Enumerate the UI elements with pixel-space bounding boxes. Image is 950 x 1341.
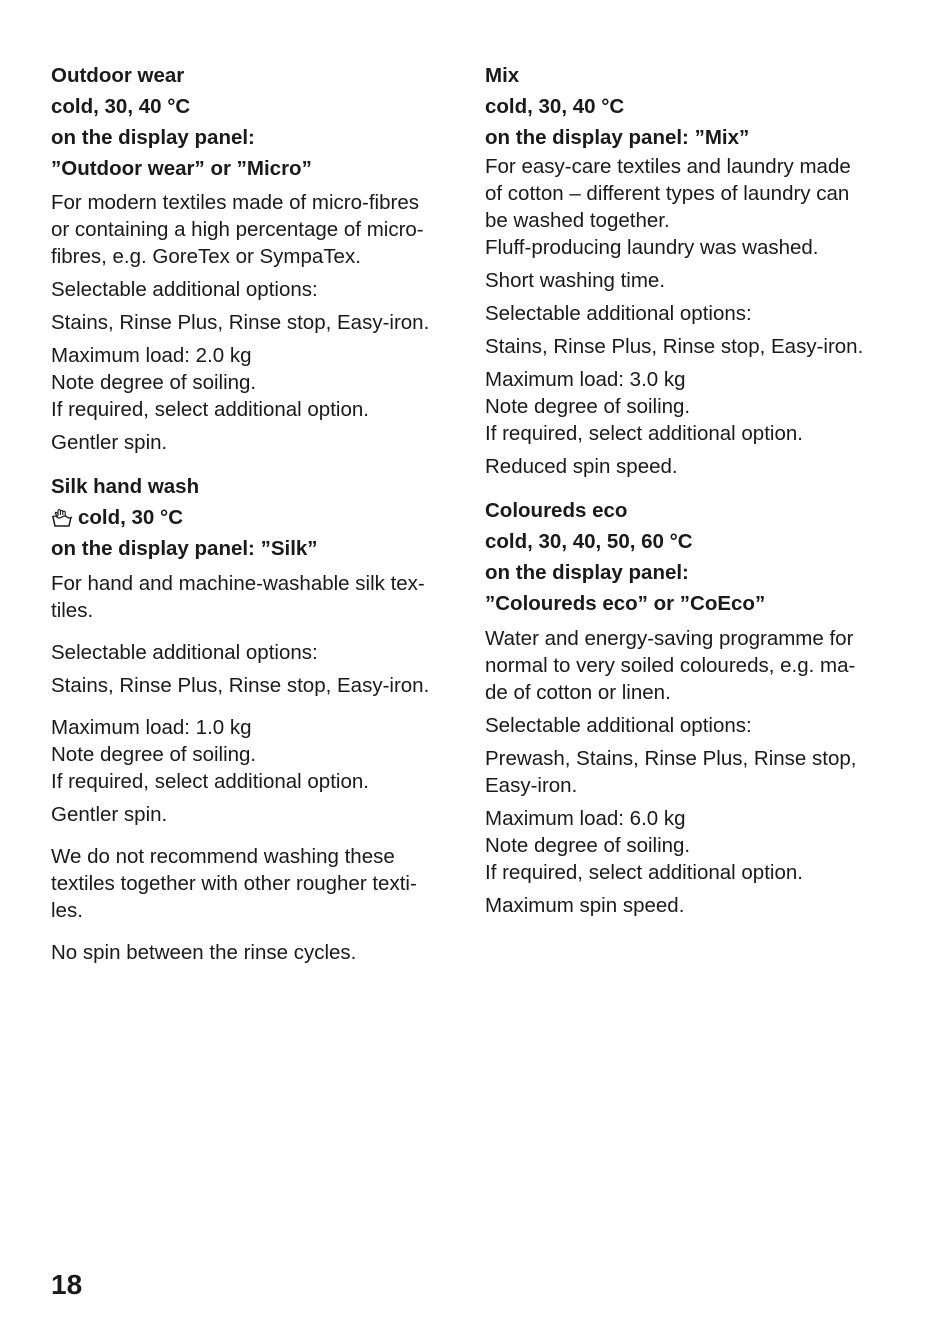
option-note: If required, select additional option. — [485, 861, 803, 884]
description-line: For modern textiles made of micro-fibres — [51, 191, 419, 214]
max-load: Maximum load: 2.0 kg — [51, 344, 252, 367]
programme-title: Coloureds eco — [485, 499, 628, 522]
description-line: Water and energy-saving programme for — [485, 627, 854, 650]
note-line: textiles together with other rougher texti- — [51, 872, 417, 895]
options-label: Selectable additional options: — [51, 278, 318, 301]
description-line: For easy-care textiles and laundry made — [485, 155, 851, 178]
soiling-note: Note degree of soiling. — [51, 743, 257, 766]
programme-title: Silk hand wash — [51, 475, 200, 498]
right-column — [485, 60, 895, 919]
options-list: Stains, Rinse Plus, Rinse stop, Easy-iron. — [51, 311, 430, 334]
description-line: of cotton – different types of laundry can — [485, 182, 850, 205]
description-line: or containing a high percentage of micro- — [51, 218, 424, 241]
programme-temperatures: cold, 30, 40 °C — [485, 95, 625, 118]
programme-description — [51, 189, 456, 270]
display-panel-value: on the display panel: ”Silk” — [51, 537, 318, 560]
programme-temperatures-row — [51, 502, 456, 533]
page-number: 18 — [51, 1269, 83, 1300]
load-info — [485, 805, 895, 886]
max-load: Maximum load: 3.0 kg — [485, 368, 686, 391]
soiling-note: Note degree of soiling. — [485, 395, 691, 418]
options-line: Prewash, Stains, Rinse Plus, Rinse stop, — [485, 747, 857, 770]
programme-description — [51, 570, 456, 624]
spin-info: Gentler spin. — [51, 803, 168, 826]
display-panel-label: on the display panel: — [51, 126, 255, 149]
options-label: Selectable additional options: — [485, 302, 752, 325]
spin-info: Reduced spin speed. — [485, 455, 678, 478]
description-line: fibres, e.g. GoreTex or SympaTex. — [51, 245, 361, 268]
mix-section — [485, 60, 895, 480]
programme-temperatures: cold, 30, 40, 50, 60 °C — [485, 530, 693, 553]
options-label: Selectable additional options: — [51, 641, 318, 664]
option-note: If required, select additional option. — [51, 770, 369, 793]
max-load: Maximum load: 1.0 kg — [51, 716, 252, 739]
options-line: Easy-iron. — [485, 774, 578, 797]
spin-info: Gentler spin. — [51, 431, 168, 454]
description-line: tiles. — [51, 599, 94, 622]
max-load: Maximum load: 6.0 kg — [485, 807, 686, 830]
temperature-text: cold, 30 °C — [78, 506, 184, 529]
options-list: Stains, Rinse Plus, Rinse stop, Easy-iron. — [485, 335, 864, 358]
outdoor-wear-section — [51, 60, 456, 456]
programme-title: Outdoor wear — [51, 64, 185, 87]
coloureds-eco-section — [485, 495, 895, 919]
spin-info: Maximum spin speed. — [485, 894, 685, 917]
load-info — [485, 366, 895, 447]
description-line: be washed together. — [485, 209, 670, 232]
description-line: For hand and machine-washable silk tex- — [51, 572, 425, 595]
option-note: If required, select additional option. — [485, 422, 803, 445]
description-line: Fluff-producing laundry was washed. — [485, 236, 819, 259]
hand-wash-icon — [51, 508, 73, 528]
soiling-note: Note degree of soiling. — [51, 371, 257, 394]
silk-hand-wash-section — [51, 471, 456, 966]
rinse-note: No spin between the rinse cycles. — [51, 941, 357, 964]
programme-title: Mix — [485, 64, 520, 87]
display-panel-value: ”Coloureds eco” or ”CoEco” — [485, 592, 766, 615]
description-line: normal to very soiled coloureds, e.g. ma- — [485, 654, 856, 677]
left-column — [51, 60, 456, 966]
programme-temperatures: cold, 30, 40 °C — [51, 95, 191, 118]
load-info — [51, 342, 456, 423]
options-list — [485, 745, 895, 799]
note-line: les. — [51, 899, 83, 922]
note-line: We do not recommend washing these — [51, 845, 395, 868]
options-label: Selectable additional options: — [485, 714, 752, 737]
display-panel-value: on the display panel: ”Mix” — [485, 126, 750, 149]
description-line: de of cotton or linen. — [485, 681, 671, 704]
washing-time: Short washing time. — [485, 269, 666, 292]
options-list: Stains, Rinse Plus, Rinse stop, Easy-iron. — [51, 674, 430, 697]
display-panel-value: ”Outdoor wear” or ”Micro” — [51, 157, 312, 180]
programme-description — [485, 625, 895, 706]
display-panel-label: on the display panel: — [485, 561, 689, 584]
programme-description — [485, 153, 895, 261]
recommendation-note — [51, 843, 456, 924]
soiling-note: Note degree of soiling. — [485, 834, 691, 857]
load-info — [51, 714, 456, 795]
option-note: If required, select additional option. — [51, 398, 369, 421]
